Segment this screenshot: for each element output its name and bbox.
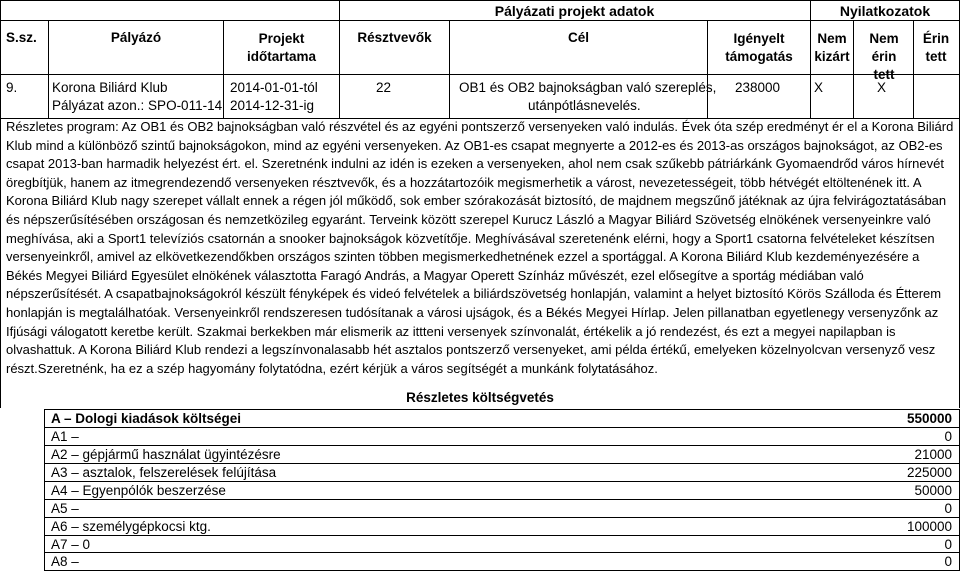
row-goal-line2: utánpótlásnevelés. [528,98,641,113]
row-requested: 238000 [735,80,781,95]
row-duration-end: 2014-12-31-ig [230,98,315,113]
col-requested: Igényelt támogatás [725,31,793,64]
budget-value: 225000 [906,465,952,480]
budget-value: 0 [944,554,952,569]
col-not-affected: Nem érin tett [869,31,899,82]
row-participants: 22 [376,80,392,95]
col-goal: Cél [567,30,589,45]
budget-row-a6 [0,517,960,536]
budget-label: A2 – gépjármű használat ügyintézésre [51,447,281,462]
col-affected: Érin tett [922,31,950,64]
col-applicant: Pályázó [110,30,162,45]
budget-title: Részletes költségvetés [406,390,554,405]
project-data-title: Pályázati projekt adatok [494,3,655,19]
budget-row-a4 [0,481,960,500]
budget-row-a1 [0,427,960,446]
budget-value: 100000 [906,519,952,534]
budget-row-a3 [0,463,960,482]
row-goal-line1: OB1 és OB2 bajnokságban való szereplés, [459,80,717,95]
declarations-title: Nyilatkozatok [839,3,931,19]
row-applicant-name: Korona Biliárd Klub [52,80,168,95]
row-not-affected: X [877,80,887,95]
budget-label: A6 – személygépkocsi ktg. [51,519,211,534]
budget-value: 550000 [906,411,952,426]
budget-label: A – Dologi kiadások költségei [51,411,242,426]
budget-row-a2 [0,445,960,464]
col-participants: Résztvevők [357,30,432,45]
budget-value: 0 [944,429,952,444]
budget-row-a [0,409,960,428]
budget-label: A5 – [51,501,79,516]
budget-label: A1 – [51,429,79,444]
col-not-excluded: Nem kizárt [814,31,850,64]
budget-label: A4 – Egyenpólók beszerzése [51,483,226,498]
budget-value: 0 [944,501,952,516]
program-description: Részletes program: Az OB1 és OB2 bajnokságban való részvétel és az egyéni pontszerző versenyeken való indulás. Évek óta szép eredményt ér el a Korona Biliárd Klub mind a különböző szintű bajnokságokon, mind az egyéni versenyeken. Az OB1-es csapat megnyerte a 2012-es és 2013-as országos bajnokságot, az OB2-es csapat 2013-ban harmadik helyezést ért. el. Szeretnénk indulni az idén is ezeken a versenyeken, ahol nem csak szűkebb pátriárkánk Gyomaendrőd város hírnevét öregbítjük, hanem az itmegrendezendő versenyeken résztvevők, és a hozzátartozóik megismerhetik a várost, nevezetességeit, több hétvégét eltöltenének itt. A Korona Biliárd Klub nagy szerepet vállalt ennek a régen jól működő, sok ember szórakozását biztosító, de majdnem megszűnő játéknak az újra felvirágoztatásában és népszerűsítésében országosan és nemzetközileg egyaránt. Terveink között szerepel Kurucz László a Magyar Biliárd Szövetség elnökének versenyeinkre való meghívása, aki a Sport1 televíziós csatornán a snooker bajnokságok közvetítője. Meghívásával szeretenénk elérni, hogy a Sport1 csatorna felvételeket készítsen versenyeinkről, amivel az elkövetkezendőkben országos szinten többen megismerkedhetnének ezzel a sportággal. A Korona Biliárd Klub kezdeményezésére a Békés Megyei Biliárd Egyesület elnökének választotta Faragó András, a Magyar Operett Színház művészét, ezel elősegítve a sportág médiában való népszerűsítését. A csapatbajnokságokról készült fényképek és videó felvételek a biliárdszövetség honlapján, valamint a helyet biztosító Körös Szálloda és Étterem honlapján is megtalálhatóak. Versenyeinkről rendszeresen tudósítanak a városi ujságok, és a Békés Megyei Hírlap. Jelen pillanatban egyetlenegy versenyzőnk az Ifjúsági válogatott keretbe került. Szakmai berkekben már elismerik az ittteni versenyek színvonalát, értékelik a jó rendezést, és ezt a megyei napilapban is olvashattuk. A Korona Biliárd Klub rendezi a legszínvonalasabb hét asztalos pontszerző versenyeket, ami példa értékű, emelyeken közelnyolcvan versenyző vesz részt.Szeretnénk, ha ez a szép hagyomány folytatódna, ezért kérjük a város segítségét a munkánk folytatásához. [6,119,954,376]
budget-label: A3 – asztalok, felszerelések felújítása [51,465,277,480]
col-duration: Projekt időtartama [246,31,317,64]
col-ssz: S.sz. [6,30,37,45]
budget-label: A7 – 0 [51,537,91,552]
row-ssz: 9. [6,80,18,95]
row-duration-start: 2014-01-01-tól [230,80,318,95]
budget-value: 0 [944,537,952,552]
row-not-excluded: X [814,80,824,95]
budget-value: 50000 [914,483,952,498]
budget-label: A8 – [51,554,79,569]
budget-value: 21000 [914,447,952,462]
budget-row-a5 [0,499,960,518]
row-applicant-id: Pályázat azon.: SPO-011-14 [52,98,223,113]
budget-row-a8 [0,552,960,571]
